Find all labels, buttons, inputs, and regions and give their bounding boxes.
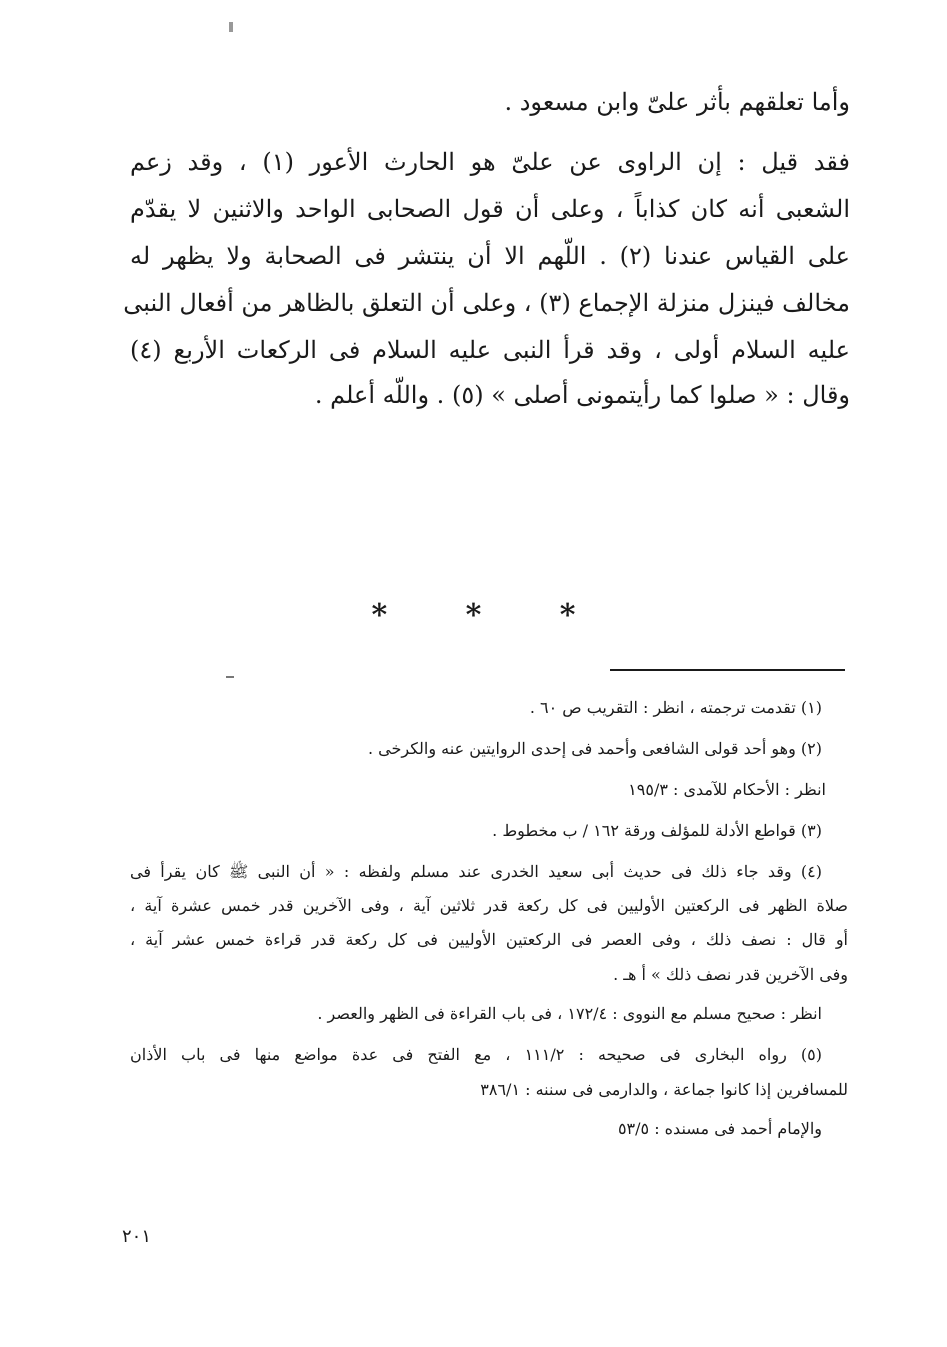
section-separator: * * *	[371, 598, 610, 633]
text-line: فقد قيل : إن الراوى عن علىّ هو الحارث الأعور (١) ، وقد زعم	[130, 148, 850, 176]
footnote-rule	[610, 669, 845, 671]
text-line: الشعبى أنه كان كذاباً ، وعلى أن قول الصحابى الواحد والاثنين لا يقدّم	[130, 195, 850, 223]
text-line: وأما تعلقهم بأثر علىّ وابن مسعود .	[504, 88, 850, 116]
footnote-line: (٣) قواطع الأدلة للمؤلف ورقة ١٦٢ / ب مخطوط .	[492, 821, 822, 840]
footnote-line: وفى الآخرين قدر نصف ذلك » أ هـ .	[613, 965, 848, 984]
scan-speck	[226, 676, 234, 678]
page-number: ٢٠١	[122, 1226, 152, 1247]
footnote-line: (٢) وهو أحد قولى الشافعى وأحمد فى إحدى الروايتين عنه والكرخى .	[367, 739, 822, 758]
text-line: عليه السلام أولى ، وقد قرأ النبى عليه السلام فى الركعات الأربع (٤)	[130, 336, 850, 364]
scan-speck	[229, 22, 233, 32]
text-line: مخالف فينزل منزلة الإجماع (٣) ، وعلى أن التعلق بالظاهر من أفعال النبى	[123, 289, 850, 317]
footnote-line: انظر : صحيح مسلم مع النووى : ١٧٢/٤ ، فى باب القراءة فى الظهر والعصر .	[317, 1004, 822, 1023]
footnote-line: (٤) وقد جاء ذلك فى حديث أبى سعيد الخدرى عند مسلم ولفظه : « أن النبى ﷺ كان يقرأ فى	[130, 862, 822, 881]
text-line: وقال : « صلوا كما رأيتمونى أصلى » (٥) . واللّه أعلم .	[314, 381, 850, 409]
footnote-line: والإمام أحمد فى مسنده : ٥٣/٥	[617, 1119, 822, 1138]
text-line: على القياس عندنا (٢) . اللّهم الا أن ينتشر فى الصحابة ولا يظهر له	[130, 242, 850, 270]
footnote-line: أو قال : نصف ذلك ، وفى العصر فى الركعتين الأوليين فى كل ركعة قدر قراءة خمس عشر آية ،	[130, 930, 848, 949]
footnote-line: انظر : الأحكام للآمدى : ١٩٥/٣	[628, 780, 826, 799]
footnote-line: صلاة الظهر فى الركعتين الأوليين فى كل ركعة قدر ثلاثين آية ، وفى الآخرين قدر خمس عشرة آية ،	[130, 896, 848, 915]
footnote-line: للمسافرين إذا كانوا جماعة ، والدارمى فى سننه : ٣٨٦/١	[480, 1080, 848, 1099]
footnote-line: (٥) رواه البخارى فى صحيحه : ١١١/٢ ، مع الفتح فى عدة مواضع منها فى باب الأذان	[130, 1045, 822, 1064]
footnote-line: (١) تقدمت ترجمته ، انظر : التقريب ص ٦٠ .	[529, 698, 822, 717]
